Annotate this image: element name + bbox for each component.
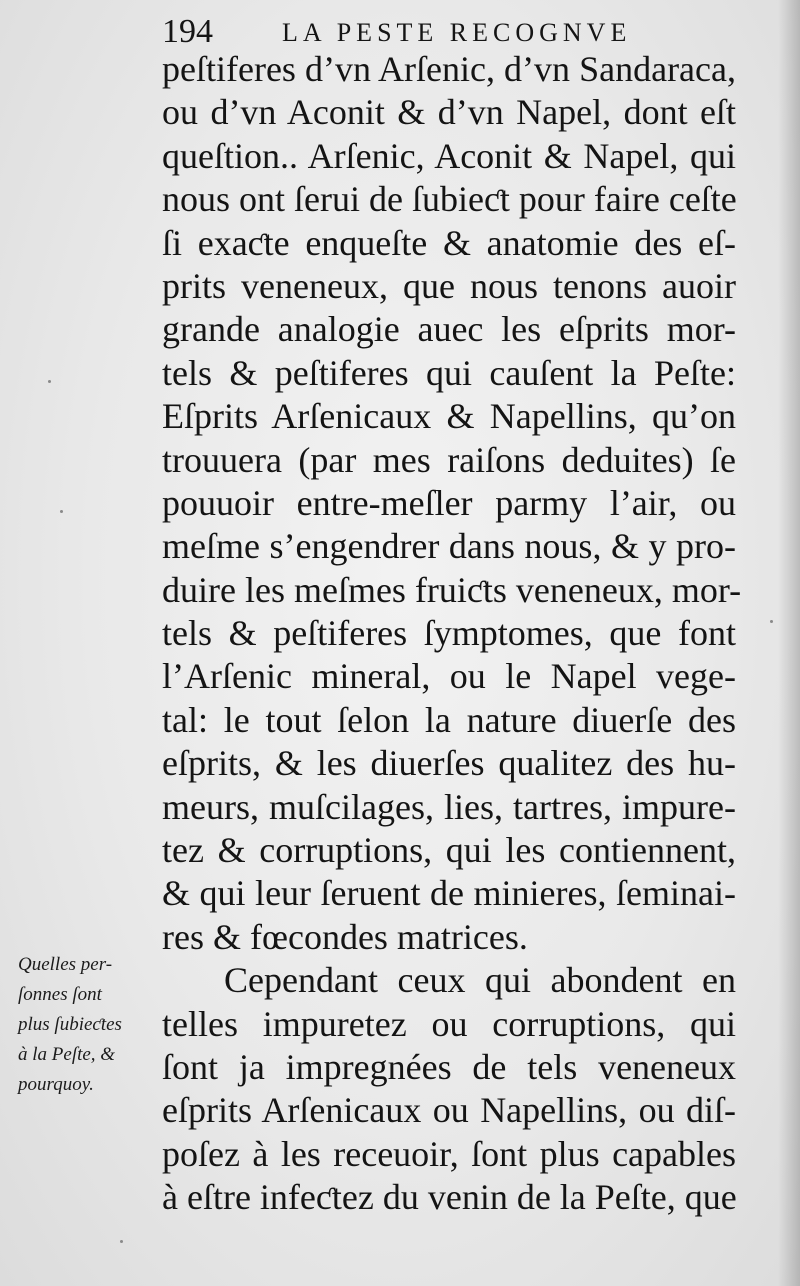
text-line: peſtiferes d’vn Arſenic, d’vn Sandaraca,: [162, 49, 736, 89]
paper-speck: [60, 510, 63, 513]
text-line: ou d’vn Aconit & d’vn Napel, dont eſt: [162, 92, 736, 133]
text-line: queſtion.. Arſenic, Aconit & Napel, qui: [162, 135, 736, 176]
text-line: Eſprits Arſenicaux & Napellins, qu’on: [162, 396, 736, 437]
text-line: nous ont ſerui de ſubieƈt pour faire ceſte: [162, 179, 737, 220]
paragraph-end-line: res & fœcondes matrices.: [162, 916, 528, 957]
page-edge-shadow: [778, 0, 800, 1286]
text-line: meſme s’engendrer dans nous, & y pro-: [162, 526, 736, 567]
marginal-note-line: ſonnes ſont: [18, 984, 102, 1005]
marginal-note-line: Quelles per-: [18, 954, 113, 975]
running-head: [162, 12, 722, 52]
text-line: meurs, muſcilages, lies, tartres, impure-: [162, 786, 736, 827]
text-line: eſprits Arſenicaux ou Napellins, ou diſ-: [162, 1090, 736, 1131]
running-head-title: LA PESTE RECOGNVE: [282, 18, 632, 47]
text-line: à eſtre infeƈtez du venin de la Peſte, que: [162, 1177, 737, 1218]
text-line: l’Arſenic mineral, ou le Napel vege-: [162, 656, 736, 697]
paper-speck: [770, 620, 773, 623]
text-line: & qui leur ſeruent de minieres, ſeminai-: [162, 873, 736, 914]
text-line: duire les meſmes fruiƈts veneneux, mor-: [162, 569, 742, 610]
body-text: [162, 48, 742, 1220]
marginal-note-line: plus ſubieƈtes: [18, 1014, 122, 1035]
marginal-note: [18, 950, 168, 1100]
text-line: trouuera (par mes raiſons deduites) ſe: [162, 439, 736, 480]
text-line: telles impuretez ou corruptions, qui: [162, 1003, 736, 1044]
marginal-note-line: pourquoy.: [18, 1074, 94, 1095]
paper-speck: [48, 380, 51, 383]
text-line: poſez à les receuoir, ſont plus capables: [162, 1133, 736, 1174]
text-line: eſprits, & les diuerſes qualitez des hu-: [162, 743, 736, 784]
text-line: tels & peſtiferes qui cauſent la Peſte:: [162, 352, 736, 393]
text-line: tez & corruptions, qui les contiennent,: [162, 830, 736, 871]
text-line: ſi exaƈte enqueſte & anatomie des eſ-: [162, 222, 736, 263]
paragraph-start-line: Cependant ceux qui abondent en: [224, 960, 736, 1001]
text-line: prits veneneux, que nous tenons auoir: [162, 265, 736, 306]
text-line: tels & peſtiferes ſymptomes, que font: [162, 613, 736, 654]
marginal-note-line: à la Peſte, &: [18, 1044, 116, 1065]
text-line: ſont ja impregnées de tels veneneux: [162, 1046, 736, 1087]
text-line: tal: le tout ſelon la nature diuerſe des: [162, 699, 736, 740]
page-number: 194: [162, 13, 213, 50]
paper-speck: [120, 1240, 123, 1243]
text-line: pouuoir entre-meſler parmy l’air, ou: [162, 482, 736, 523]
text-line: grande analogie auec les eſprits mor-: [162, 309, 736, 350]
